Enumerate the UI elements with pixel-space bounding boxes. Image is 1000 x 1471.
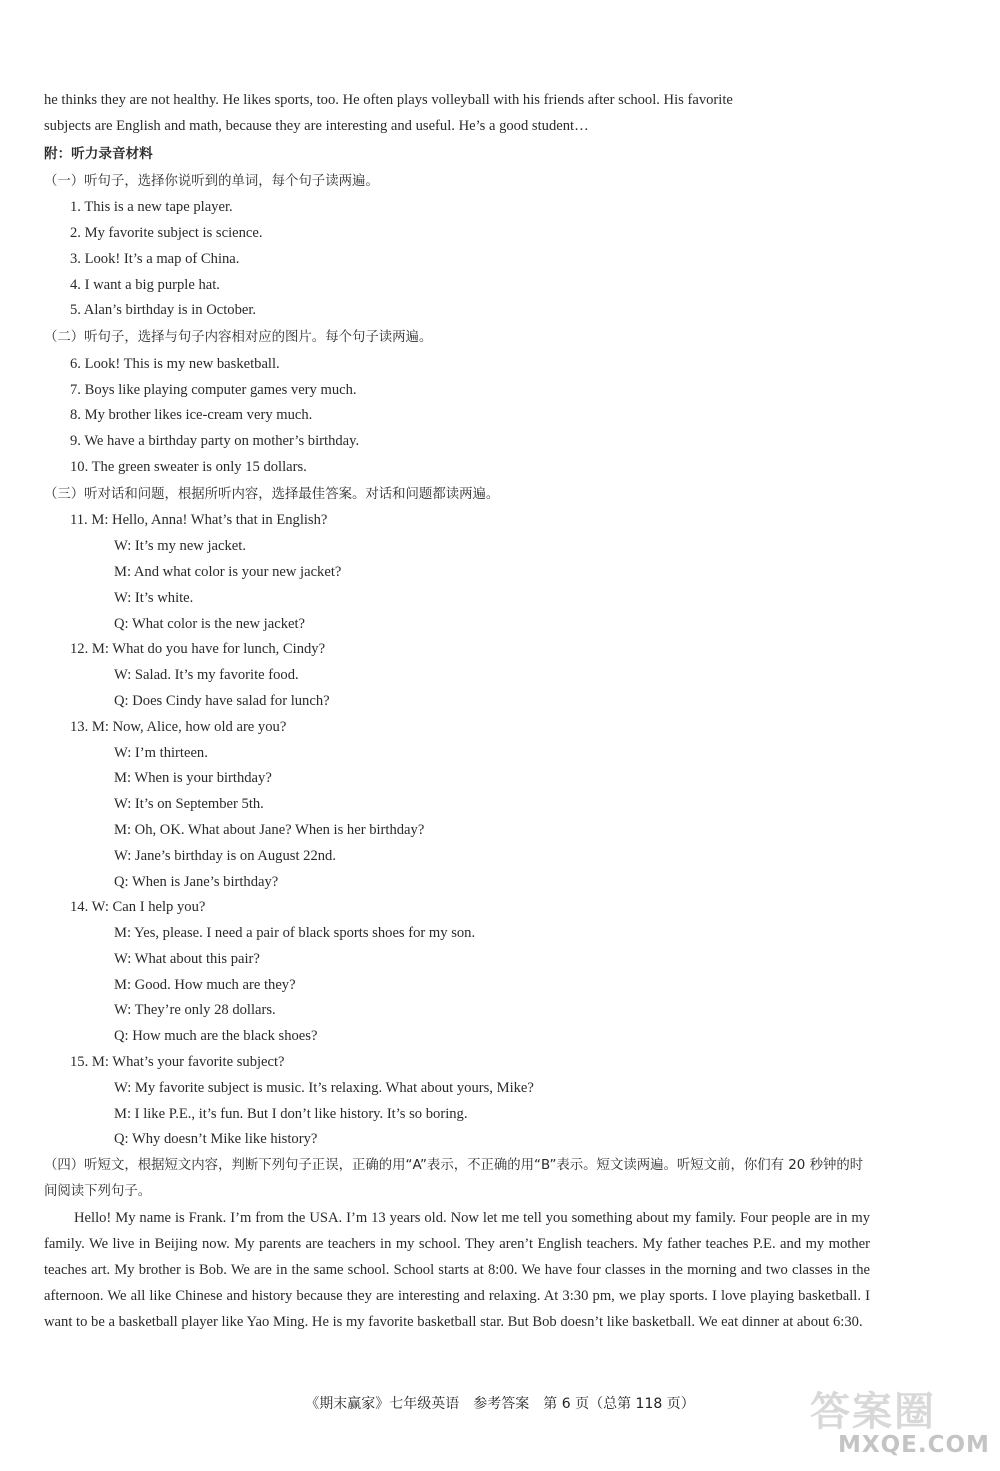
section-title: （一）听句子，选择你说听到的单词，每个句子读两遍。 [44,173,379,189]
watermark [740,1380,990,1465]
watermark-logo: 答案圈 [810,1389,936,1435]
dialog-line: M: Oh, OK. What about Jane? When is her birthday? [114,821,425,838]
list-item: 7. Boys like playing computer games very much. [70,381,357,398]
section-4 [44,1153,870,1335]
list-item: 9. We have a birthday party on mother’s birthday. [70,433,360,450]
watermark-url: MXQE.COM [838,1432,990,1458]
passage: Hello! My name is Frank. I’m from the USA. I’m 13 years old. Now let me tell you something about my family. Four people are in my family. We live in Beijing now. My parents are teachers in my school. They aren’t English teachers. My father teaches P.E. and my mother teaches art. My brother is Bob. We are in the same school. School starts at 8:00. We have four classes in the morning and two classes in the afternoon. We all like Chinese and history because they are interesting and relaxing. At 3:30 pm, we play sports. I love playing basketball. I want to be a basketball player like Yao Ming. He is my favorite basketball star. But Bob doesn’t like basketball. We eat dinner at about 6:30. [44,1210,870,1331]
dialog-line: W: What about this pair? [114,950,260,967]
section-title: （四）听短文，根据短文内容，判断下列句子正误，正确的用“A”表示，不正确的用“B”表示。短文读两遍。听短文前，你们有 20 秒钟的时间阅读下列句子。 [44,1158,864,1200]
dialog-line: 14. W: Can I help you? [70,899,206,916]
section-title: （二）听句子，选择与句子内容相对应的图片。每个句子读两遍。 [44,330,433,346]
page-footer: 《期末赢家》七年级英语 参考答案 第 6 页（总第 118 页） [305,1396,695,1412]
dialog-line: M: When is your birthday? [114,770,272,787]
appendix-heading: 附：听力录音材料 [44,145,153,162]
dialog-line: Q: Does Cindy have salad for lunch? [114,692,330,709]
dialog-line: M: And what color is your new jacket? [114,563,342,580]
dialog-line: 13. M: Now, Alice, how old are you? [70,718,287,735]
dialog-line: M: Good. How much are they? [114,976,296,993]
list-item: 4. I want a big purple hat. [70,276,220,293]
dialog-line: W: My favorite subject is music. It’s relaxing. What about yours, Mike? [114,1079,534,1096]
dialog-line: Q: When is Jane’s birthday? [114,873,279,890]
dialog-line: 12. M: What do you have for lunch, Cindy? [70,641,326,658]
list-item: 5. Alan’s birthday is in October. [70,302,257,319]
section-3 [44,481,870,1154]
list-item: 8. My brother likes ice-cream very much. [70,407,313,424]
dialog-line: M: I like P.E., it’s fun. But I don’t like history. It’s so boring. [114,1105,468,1122]
dialog-line: Q: What color is the new jacket? [114,615,306,632]
list-item: 3. Look! It’s a map of China. [70,250,240,267]
list-item: 6. Look! This is my new basketball. [70,355,280,372]
dialog-line: 11. M: Hello, Anna! What’s that in English? [70,512,328,529]
dialog-line: W: It’s white. [114,589,194,606]
dialog-line: Q: How much are the black shoes? [114,1028,318,1045]
list-item: 10. The green sweater is only 15 dollars. [70,458,307,475]
dialog-line: W: They’re only 28 dollars. [114,1002,276,1019]
dialog-line: W: Jane’s birthday is on August 22nd. [114,847,336,864]
dialog-line: W: Salad. It’s my favorite food. [114,667,299,684]
document-page [44,88,870,1335]
dialog-line: W: It’s on September 5th. [114,796,264,813]
dialog-line: W: It’s my new jacket. [114,538,246,555]
section-1 [44,168,870,325]
intro-line: he thinks they are not healthy. He likes sports, too. He often plays volleyball with his friends after school. His favorite [44,92,733,108]
dialog-line: 15. M: What’s your favorite subject? [70,1054,285,1071]
list-item: 2. My favorite subject is science. [70,224,263,241]
intro-paragraph [44,88,870,140]
dialog-line: W: I’m thirteen. [114,744,208,761]
dialog-line: M: Yes, please. I need a pair of black sports shoes for my son. [114,925,476,942]
list-item: 1. This is a new tape player. [70,199,233,216]
section-2 [44,324,870,481]
intro-line: subjects are English and math, because they are interesting and useful. He’s a good student… [44,117,589,134]
dialog-line: Q: Why doesn’t Mike like history? [114,1131,318,1148]
section-title: （三）听对话和问题，根据所听内容，选择最佳答案。对话和问题都读两遍。 [44,486,500,502]
